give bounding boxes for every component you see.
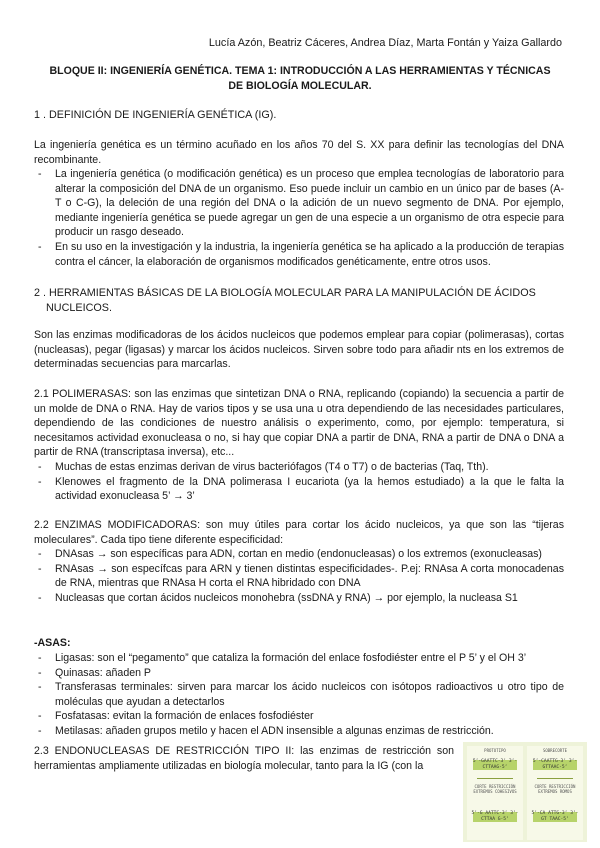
figure-column-left <box>467 746 523 840</box>
figure-right-bottom: 5’-CA ATTG-3’ 3’-GT TAAC-5’ <box>531 811 579 822</box>
section-2-2-text: 2.2 ENZIMAS MODIFICADORAS: son muy útiles para cortar los ácido nucleicos, ya que son las “tijeras moleculares”. Cada tipo tiene diferente especificidad: <box>34 519 564 546</box>
list-item: - Fosfatasas: evitan la formación de enlaces fosfodiéster <box>34 709 564 724</box>
section-2-intro: Son las enzimas modificadoras de los ácidos nucleicos que podemos emplear para copiar (polimerasas), cortas (nucleasas), pegar (ligasas) y marcar los ácidos nucleicos. Sirven sobre todo para añadir nts en los extremos de determinadas secuencias para marcarlas. <box>34 329 564 371</box>
section-2-1-list <box>34 460 564 504</box>
document-title <box>38 64 562 94</box>
figure-left-top: 5’-GAATTC-3’ 3’-CTTAAG-5’ <box>472 759 518 770</box>
title-line-2: DE BIOLOGÍA MOLECULAR. <box>228 79 372 92</box>
figure-left-mid: CORTE RESTRICCIÓN EXTREMOS COHESIVOS <box>473 784 517 794</box>
section-2-heading: 2 . HERRAMIENTAS BÁSICAS DE LA BIOLOGÍA MOLECULAR PARA LA MANIPULACIÓN DE ÁCIDOS NUCLEICOS. <box>34 287 536 314</box>
divider-line <box>537 778 573 779</box>
authors-line: Lucía Azón, Beatriz Cáceres, Andrea Díaz, Marta Fontán y Yaiza Gallardo <box>208 37 562 49</box>
list-item: - Ligasas: son el “pegamento” que cataliza la formación del enlace fosfodiéster entre el P 5’ y el OH 3’ <box>34 651 564 666</box>
figure-right-label: SOBRECORTE <box>542 748 568 753</box>
section-1-intro: La ingeniería genética es un término acuñado en los años 70 del S. XX para definir las tecnologías del DNA recombinante. <box>34 139 564 166</box>
list-item: - Quinasas: añaden P <box>34 666 564 681</box>
list-item: - DNAsas → son específicas para ADN, cortan en medio (endonucleasas) o los extremos (exonucleasas) <box>34 547 564 562</box>
section-1-list <box>34 167 564 269</box>
title-line-1: BLOQUE II: INGENIERÍA GENÉTICA. TEMA 1: INTRODUCCIÓN A LAS HERRAMIENTAS Y TÉCNICAS <box>49 65 551 77</box>
figure-left-label: PROTOTIPO <box>484 748 506 753</box>
list-item: - En su uso en la investigación y la industria, la ingeniería genética se ha aplicado a la producción de terapias contra el cáncer, la elaboración de organismos modificados genéticamente, entre otros usos. <box>34 240 564 269</box>
asas-heading: -ASAS: <box>34 637 71 649</box>
list-item: - La ingeniería genética (o modificación genética) es un proceso que emplea tecnologías de laboratorio para alterar la composición del DNA de un organismo. Eso puede incluir un cambio en un único par de bases (A-T o C-G), la deleción de una región del DNA o la adición de un nuevo segmento de DNA. Por ejemplo, mediante ingeniería genética se puede agregar un gen de una especie a un organismo de otra especie para producir un rasgo deseado. <box>34 167 564 240</box>
list-item: - Nucleasas que cortan ácidos nucleicos monohebra (ssDNA y RNA) → por ejemplo, la nucleasa S1 <box>34 591 564 606</box>
list-item: - Muchas de estas enzimas derivan de virus bacteriófagos (T4 o T7) o de bacterias (Taq, Tth). <box>34 460 564 475</box>
section-2-1-text: 2.1 POLIMERASAS: son las enzimas que sintetizan DNA o RNA, replicando (copiando) la secuencia a partir de un molde de DNA o RNA. Hay de varios tipos y se usa una u otra dependiendo de las necesidades particulares, dependiendo de las condiciones de nuestro análisis o experimento, como, por ejemplo: temperatura, si necesitamos actividad exonucleasa o no, si hay que copiar DNA a partir de DNA, RNA a partir de DNA o DNA a partir de RNA (transcriptasa inversa), etc... <box>34 388 564 459</box>
restriction-cut-figure <box>463 742 587 842</box>
figure-left-bottom: 5’-G AATTC-3’ 3’-CTTAA G-5’ <box>471 811 519 822</box>
list-item: - RNAsas → son específcas para ARN y tienen distintas especificidades-. P.ej: RNAsa A corta monocadenas de RNA, mientras que RNAsa H corta el RNA hibridado con DNA <box>34 562 564 591</box>
section-1-heading: 1 . DEFINICIÓN DE INGENIERÍA GENÉTICA (IG). <box>34 109 277 121</box>
list-item: - Transferasas terminales: sirven para marcar los ácido nucleicos con isótopos radioactivos u otro tipo de moléculas que ayudan a detectarlos <box>34 680 564 709</box>
list-item: - Klenowes el fragmento de la DNA polimerasa I eucariota (ya la hemos estudiado) a la que le falta la actividad exonucleasa 5’ → 3’ <box>34 475 564 504</box>
section-2-3-text: 2.3 ENDONUCLEASAS DE RESTRICCIÓN TIPO II: las enzimas de restricción son herramientas ampliamente utilizadas en biología molecular, tanto para la IG (con la <box>34 745 454 772</box>
divider-line <box>477 778 513 779</box>
figure-right-mid: CORTE RESTRICCIÓN EXTREMOS ROMOS <box>534 784 576 794</box>
asas-list <box>34 651 564 739</box>
figure-column-right <box>527 746 583 840</box>
figure-right-top: 5’-CAATTG-3’ 3’-GTTAAC-5’ <box>532 759 578 770</box>
section-2-2-list <box>34 547 564 605</box>
list-item: - Metilasas: añaden grupos metilo y hacen el ADN insensible a algunas enzimas de restricción. <box>34 724 564 739</box>
